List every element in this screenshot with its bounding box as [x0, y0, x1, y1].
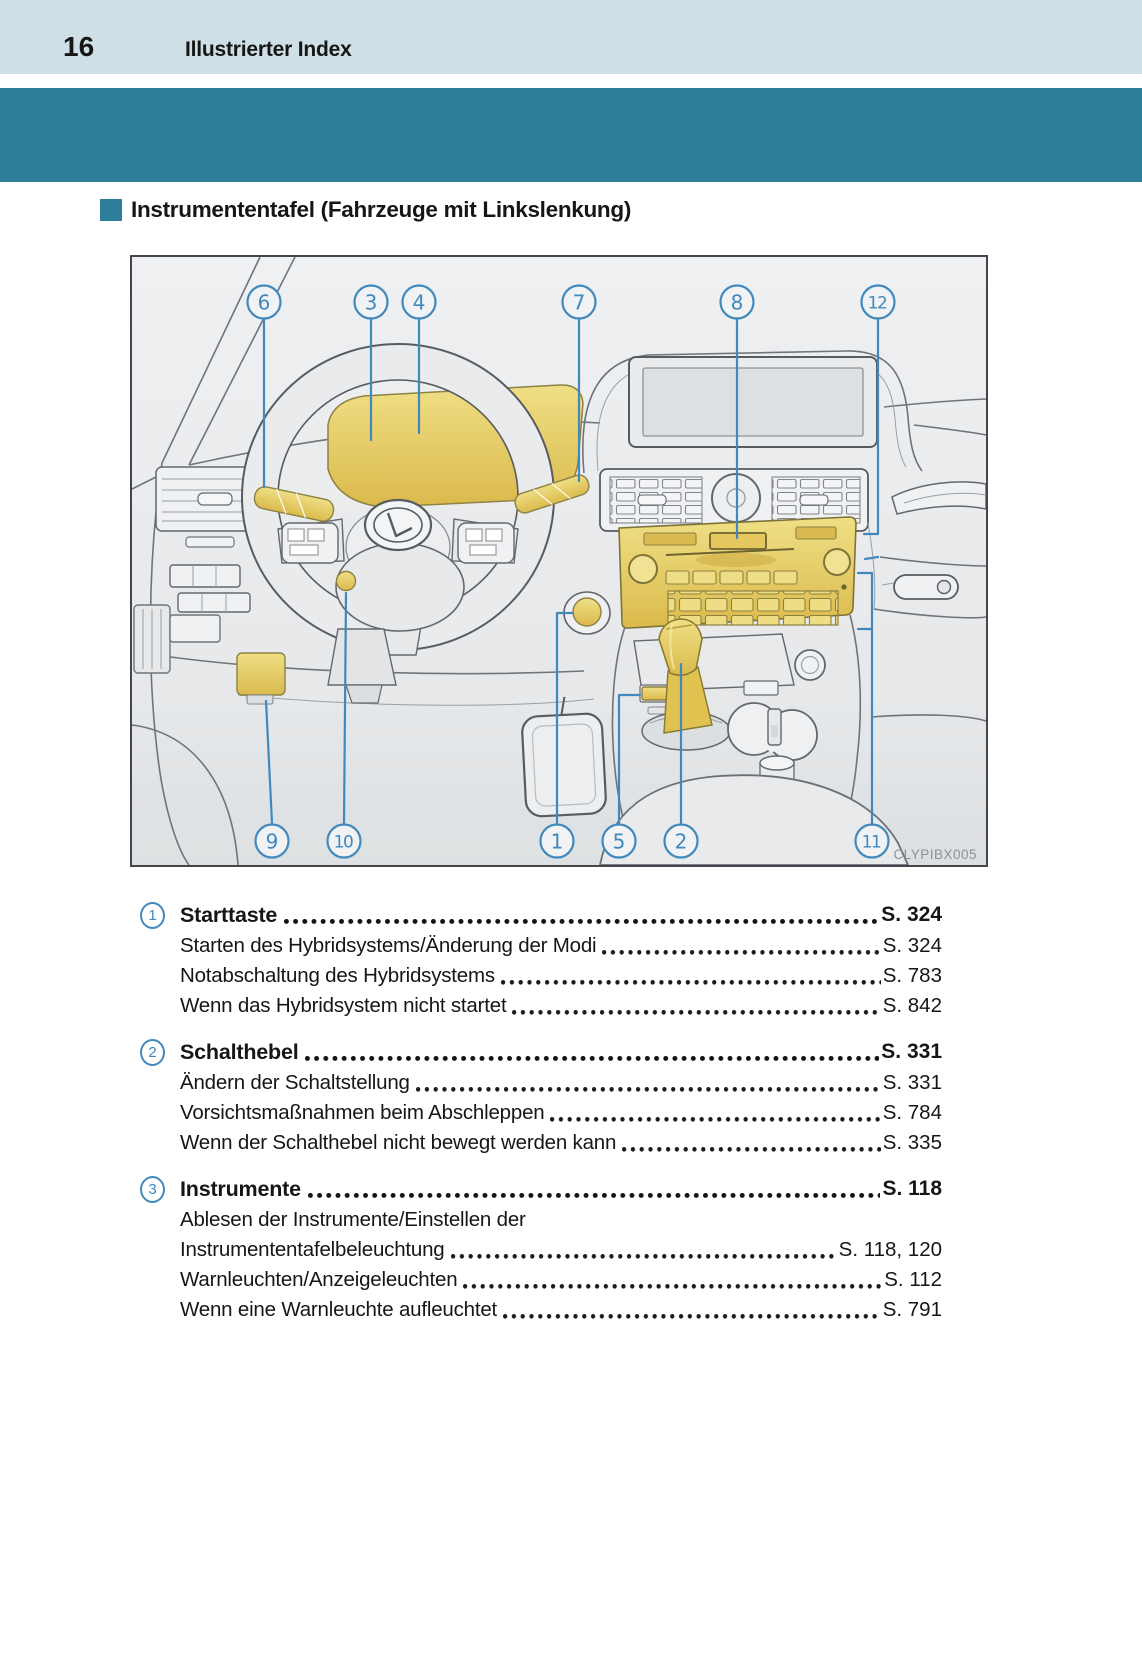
callout-12 — [862, 286, 895, 319]
index-subentry — [140, 1295, 942, 1325]
dot-leader — [416, 1087, 881, 1092]
svg-text:1: 1 — [550, 829, 564, 854]
dot-leader — [602, 950, 880, 955]
dot-leader — [550, 1117, 880, 1122]
svg-text:6: 6 — [257, 290, 271, 315]
index-subentry — [140, 1068, 942, 1098]
dot-leader — [463, 1284, 882, 1289]
dot-leader — [501, 980, 881, 985]
console-round-button — [795, 650, 825, 680]
fuse-door — [170, 615, 220, 642]
subentry-label: Wenn der Schalthebel nicht bewegt werden kann — [180, 1131, 617, 1154]
svg-text:10: 10 — [333, 832, 353, 853]
page-reference: S. 118 — [882, 1177, 942, 1200]
floor-shadow — [132, 809, 602, 865]
subentry-label-line2: Instrumententafelbeleuchtung — [180, 1238, 445, 1261]
subentry-label: Notabschaltung des Hybridsystems — [180, 964, 495, 987]
chapter-color-band — [0, 88, 1142, 182]
release-lever-highlight — [237, 653, 285, 695]
svg-text:11: 11 — [861, 832, 881, 853]
page-reference: S. 784 — [882, 1101, 942, 1124]
subentry-label: Ändern der Schaltstellung — [180, 1071, 410, 1094]
subentry-label: Starten des Hybridsystems/Änderung der Modi — [180, 934, 597, 957]
page-reference: S. 112 — [884, 1268, 942, 1291]
page-reference: S. 331 — [882, 1071, 942, 1094]
page-reference: S. 324 — [882, 934, 942, 957]
page-reference: S. 331 — [881, 1040, 942, 1063]
header-band — [0, 0, 1142, 74]
page-reference: S. 335 — [882, 1131, 942, 1154]
index-entry — [140, 1036, 942, 1068]
dashboard-figure — [130, 255, 988, 867]
svg-text:8: 8 — [730, 290, 744, 315]
item-title: Instrumente — [180, 1176, 301, 1201]
header-title: Illustrierter Index — [185, 38, 352, 61]
svg-text:2: 2 — [674, 829, 688, 854]
callout-4 — [403, 286, 436, 319]
callout-1 — [541, 825, 574, 858]
callout-10 — [328, 825, 361, 858]
callout-8 — [721, 286, 754, 319]
callout-5 — [603, 825, 636, 858]
index-group-instrumente — [140, 1173, 942, 1325]
index-subentry — [140, 961, 942, 991]
subentry-label: Vorsichtsmaßnahmen beim Abschleppen — [180, 1101, 545, 1124]
dot-leader — [512, 1010, 880, 1015]
page-number: 16 — [63, 31, 95, 62]
index-subentry — [140, 991, 942, 1021]
dot-leader — [451, 1254, 837, 1259]
index-subentry — [140, 1128, 942, 1158]
dot-leader — [308, 1193, 881, 1198]
audio-knob-right — [824, 549, 850, 575]
dashboard-illustration — [132, 257, 986, 865]
callout-2 — [665, 825, 698, 858]
section-bullet-icon — [100, 199, 122, 221]
item-title: Schalthebel — [180, 1039, 299, 1064]
svg-text:5: 5 — [612, 829, 626, 854]
callout-9 — [256, 825, 289, 858]
item-title: Starttaste — [180, 902, 278, 927]
item-number-badge: 3 — [140, 1176, 165, 1203]
page-reference: S. 324 — [881, 903, 942, 926]
index-subentry — [140, 1098, 942, 1128]
illustrated-index-list — [140, 884, 942, 1325]
svg-text:3: 3 — [364, 290, 378, 315]
dot-leader — [284, 919, 879, 924]
item-number-badge: 2 — [140, 1039, 165, 1066]
section-title: Instrumententafel (Fahrzeuge mit Linkslenkung) — [131, 197, 632, 222]
callout-3 — [355, 286, 388, 319]
callout-11 — [856, 825, 889, 858]
figure-code: CLYPIBX005 — [893, 847, 977, 862]
subentry-label-line1: Ablesen der Instrumente/Einstellen der — [180, 1208, 526, 1231]
subentry-label: Wenn das Hybridsystem nicht startet — [180, 994, 507, 1017]
svg-text:12: 12 — [867, 293, 887, 314]
index-group-schalthebel — [140, 1036, 942, 1158]
subentry-label: Wenn eine Warnleuchte aufleuchtet — [180, 1298, 498, 1321]
dot-leader — [305, 1056, 879, 1061]
page-reference: S. 118, 120 — [838, 1238, 942, 1261]
index-group-starttaste — [140, 899, 942, 1021]
section-heading — [100, 197, 631, 223]
climate-buttons — [668, 591, 838, 625]
index-entry — [140, 899, 942, 931]
svg-text:9: 9 — [265, 829, 279, 854]
steering-column — [328, 629, 396, 685]
lexus-emblem-icon — [365, 500, 431, 550]
page-reference: S. 783 — [882, 964, 942, 987]
item-number-badge: 1 — [140, 902, 165, 929]
callout-7 — [563, 286, 596, 319]
callout-6 — [248, 286, 281, 319]
svg-text:7: 7 — [572, 290, 586, 315]
svg-text:4: 4 — [412, 290, 426, 315]
index-entry — [140, 1173, 942, 1205]
column-lever-highlight — [337, 572, 356, 591]
audio-knob-left — [629, 555, 657, 583]
subentry-label: Warnleuchten/Anzeigeleuchten — [180, 1268, 458, 1291]
index-subentry — [140, 1235, 942, 1265]
index-subentry — [140, 931, 942, 961]
index-subentry — [140, 1265, 942, 1295]
page-reference: S. 842 — [882, 994, 942, 1017]
dot-leader — [622, 1147, 881, 1152]
dot-leader — [503, 1314, 881, 1319]
page-reference: S. 791 — [882, 1298, 942, 1321]
